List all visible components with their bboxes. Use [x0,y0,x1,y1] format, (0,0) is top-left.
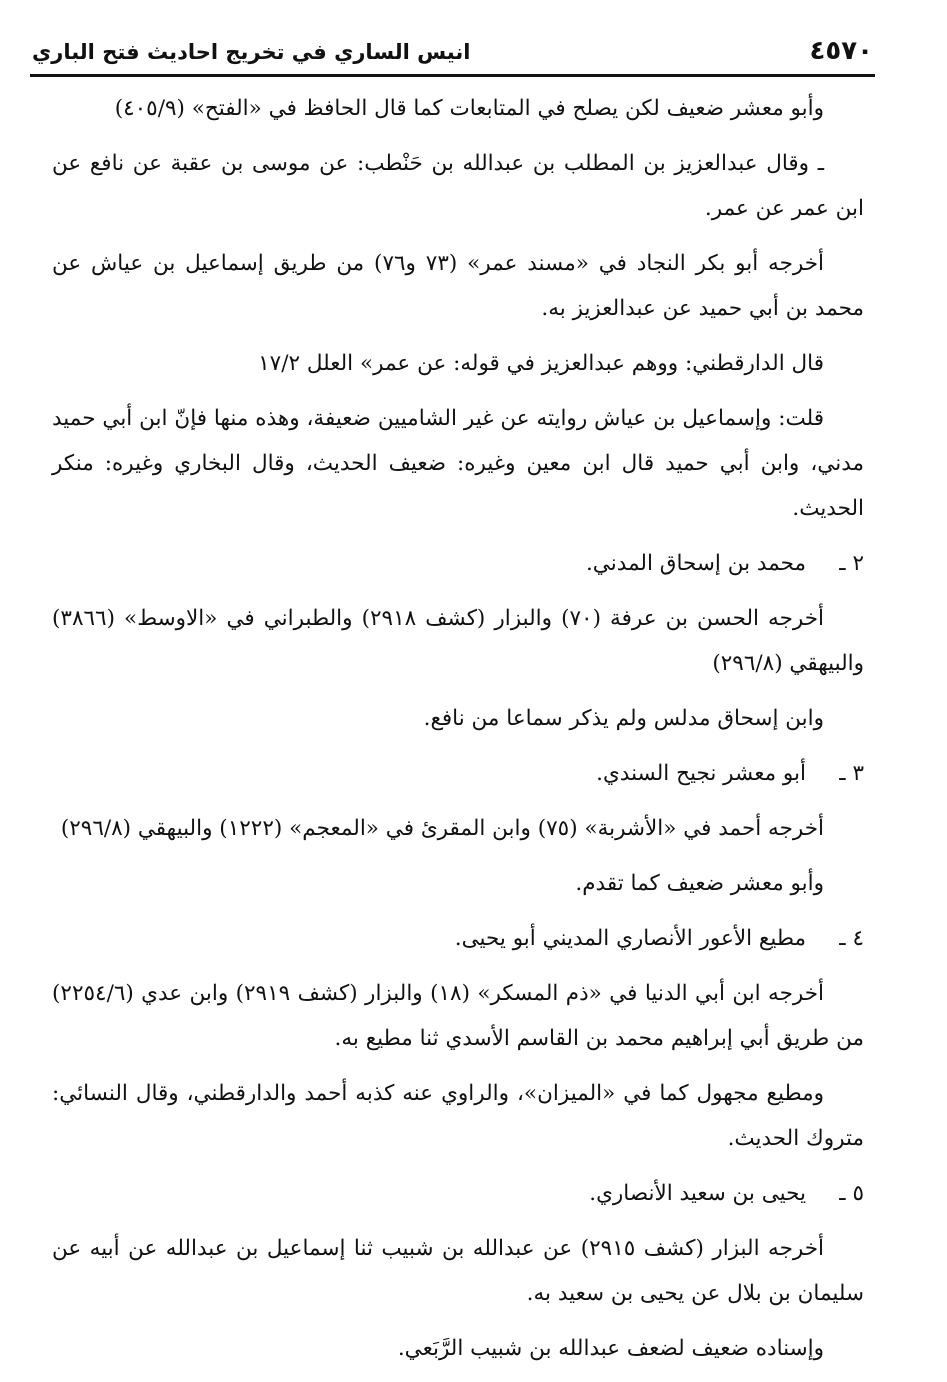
paragraph-text: وأبو معشر ضعيف لكن يصلح في المتابعات كما قال الحافظ في «الفتح» (٤٠٥/٩) [114,96,824,121]
paragraph-text: قال الدارقطني: ووهم عبدالعزيز في قوله: عن عمر» العلل ١٧/٢ [258,351,824,376]
paragraph [52,1326,864,1371]
paragraph-text: أخرجه أحمد في «الأشربة» (٧٥) وابن المقرئ في «المعجم» (١٢٢٢) والبيهقي (٢٩٦/٨) [60,816,824,841]
item-text: يحيى بن سعيد الأنصاري. [589,1181,806,1206]
item-text: مطيع الأعور الأنصاري المديني أبو يحيى. [454,926,806,951]
paragraph [52,971,864,1061]
paragraph-text: ـ وقال عبدالعزيز بن المطلب بن عبدالله بن حَنْطب: عن موسى بن عقبة عن نافع عن ابن عمر عن عمر. [52,151,864,221]
paragraph [52,696,864,741]
page-header [30,30,875,77]
numbered-item [52,916,864,961]
paragraph-text: وابن إسحاق مدلس ولم يذكر سماعا من نافع. [423,706,824,731]
item-text: محمد بن إسحاق المدني. [585,551,806,576]
paragraph [52,596,864,686]
page-body [52,86,864,1381]
item-number: ٤ ـ [839,926,864,951]
item-number: ٢ ـ [839,551,864,576]
item-text: أبو معشر نجيح السندي. [596,761,806,786]
paragraph [52,861,864,906]
page-number: ٤٥٧٠ [809,36,873,66]
paragraph-text: أخرجه أبو بكر النجاد في «مسند عمر» (٧٣ و٧٦) من طريق إسماعيل بن عياش عن محمد بن أبي حميد عن عبدالعزيز به. [52,251,864,321]
paragraph [52,86,864,131]
paragraph [52,241,864,331]
numbered-item [52,541,864,586]
paragraph-text: وأبو معشر ضعيف كما تقدم. [575,871,824,896]
paragraph-text: أخرجه الحسن بن عرفة (٧٠) والبزار (كشف ٢٩١٨) والطبراني في «الاوسط» (٣٨٦٦) والبيهقي (٢٩٦/٨) [52,606,864,676]
paragraph [52,1071,864,1161]
numbered-item [52,751,864,796]
paragraph-text: ومطيع مجهول كما في «الميزان»، والراوي عنه كذبه أحمد والدارقطني، وقال النسائي: متروك الحديث. [52,1081,864,1151]
paragraph-text: وإسناده ضعيف لضعف عبدالله بن شبيب الرَّبَعي. [397,1336,824,1361]
paragraph [52,341,864,386]
paragraph [52,141,864,231]
paragraph-text: أخرجه ابن أبي الدنيا في «ذم المسكر» (١٨) والبزار (كشف ٢٩١٩) وابن عدي (٢٢٥٤/٦) من طريق أبي إبراهيم محمد بن القاسم الأسدي ثنا مطيع به. [52,981,864,1051]
running-title: انيس الساري في تخريج احاديث فتح الباري [32,40,471,64]
paragraph-text: قلت: وإسماعيل بن عياش روايته عن غير الشاميين ضعيفة، وهذه منها فإنّ ابن أبي حميد مدني، وابن أبي حميد قال ابن معين وغيره: ضعيف الحديث، وقال البخاري وغيره: منكر الحديث. [52,406,864,521]
paragraph [52,1226,864,1316]
paragraph [52,396,864,531]
paragraph-text: أخرجه البزار (كشف ٢٩١٥) عن عبدالله بن شبيب ثنا إسماعيل بن عبدالله عن أبيه عن سليمان بن بلال عن يحيى بن سعيد به. [52,1236,864,1306]
numbered-item [52,1171,864,1216]
paragraph [52,806,864,851]
item-number: ٣ ـ [839,761,864,786]
item-number: ٥ ـ [839,1181,864,1206]
